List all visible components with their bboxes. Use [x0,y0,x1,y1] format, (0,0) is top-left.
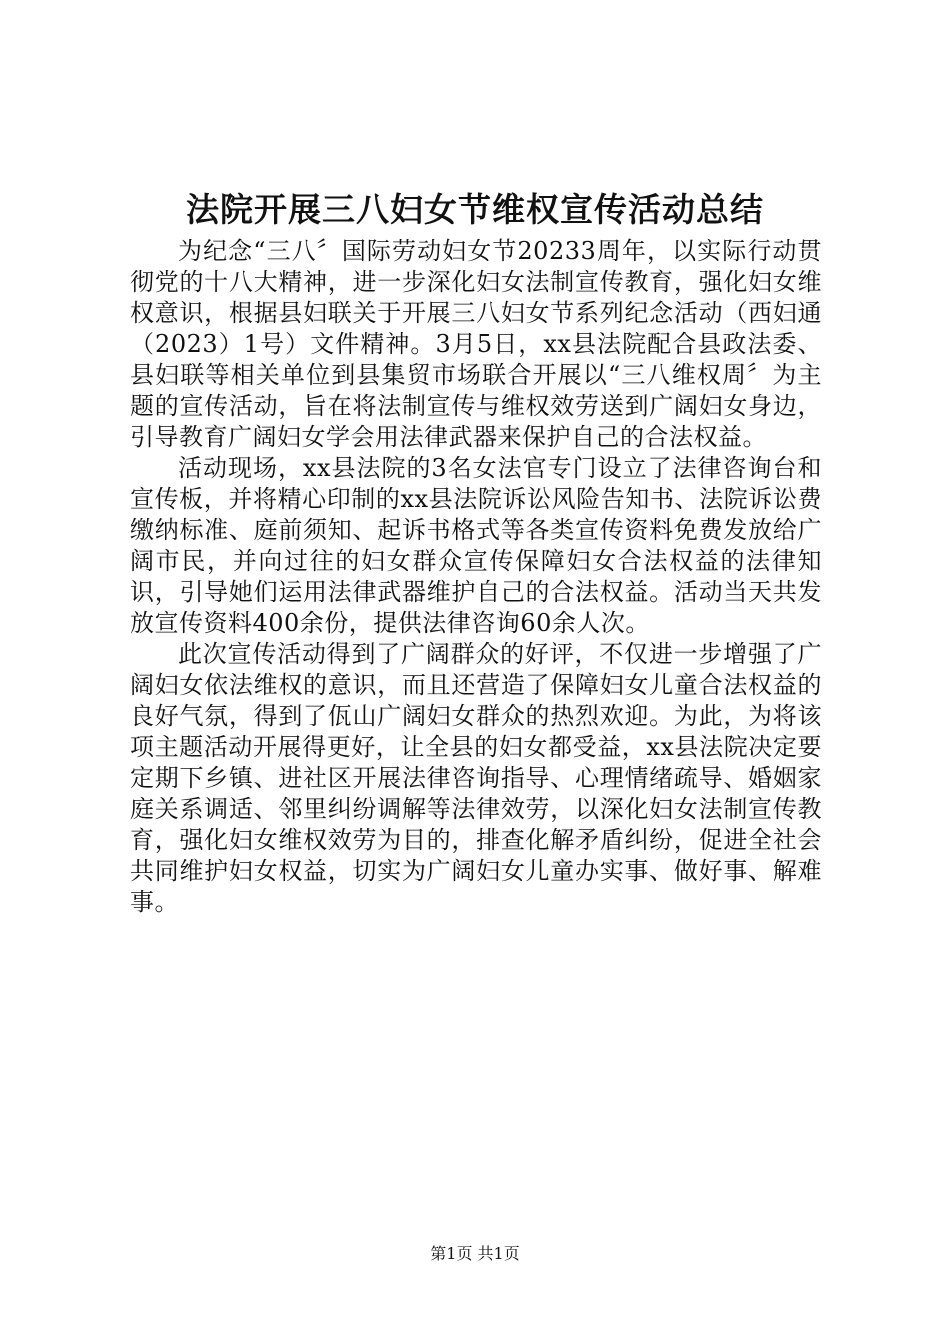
paragraph-activity: 活动现场，xx县法院的3名女法官专门设立了法律咨询台和宣传板，并将精心印制的xx县法院诉讼风险告知书、法院诉讼费缴纳标准、庭前须知、起诉书格式等各类宣传资料免费发放给广阔市民，并向过往的妇女群众宣传保障妇女合法权益的法律知识，引导她们运用法律武器维护自己的合法权益。活动当天共发放宣传资料400余份，提供法律咨询60余人次。 [130,454,822,637]
paragraph-conclusion: 此次宣传活动得到了广阔群众的好评，不仅进一步增强了广阔妇女依法维权的意识，而且还营造了保障妇女儿童合法权益的良好气氛，得到了佤山广阔妇女群众的热烈欢迎。为此，为将该项主题活动开展得更好，让全县的妇女都受益，xx县法院决定要定期下乡镇、进社区开展法律咨询指导、心理情绪疏导、婚姻家庭关系调适、邻里纠纷调解等法律效劳，以深化妇女法制宣传教育，强化妇女维权效劳为目的，排查化解矛盾纠纷，促进全社会共同维护妇女权益，切实为广阔妇女儿童办实事、做好事、解难事。 [130,640,822,916]
paragraph-intro: 为纪念“三八〞国际劳动妇女节20233周年，以实际行动贯彻党的十八大精神，进一步深化妇女法制宣传教育，强化妇女维权意识，根据县妇联关于开展三八妇女节系列纪念活动（西妇通（2023）1号）文件精神。3月5日，xx县法院配合县政法委、县妇联等相关单位到县集贸市场联合开展以“三八维权周〞为主题的宣传活动，旨在将法制宣传与维权效劳送到广阔妇女身边，引导教育广阔妇女学会用法律武器来保护自己的合法权益。 [130,237,822,451]
document-body [130,236,822,918]
page-title: 法院开展三八妇女节维权宣传活动总结 [186,190,764,229]
page-footer: 第1页 共1页 [430,1244,520,1263]
